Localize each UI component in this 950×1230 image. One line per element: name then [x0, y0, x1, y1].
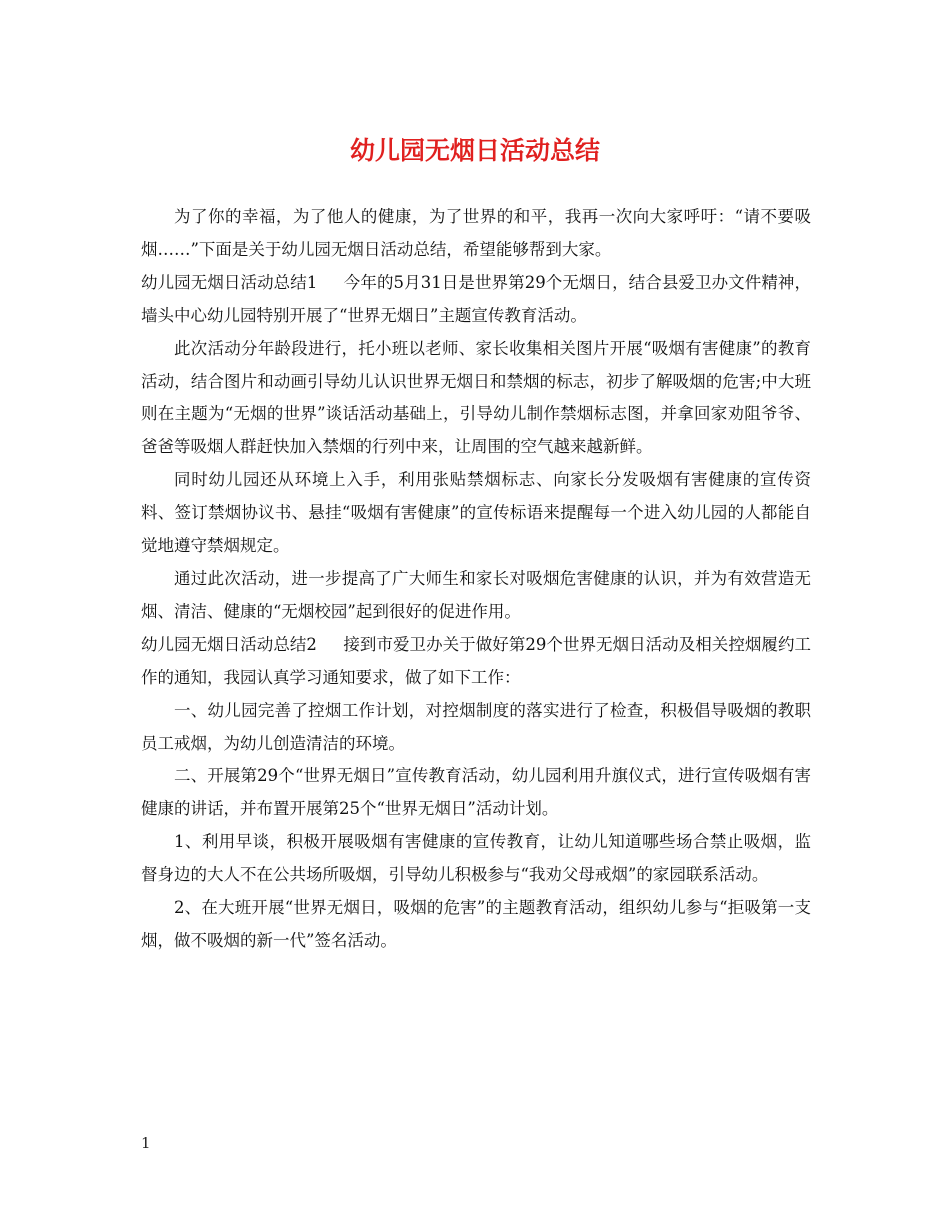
paragraph-text: 1、利用早谈，积极开展吸烟有害健康的宣传教育，让幼儿知道哪些场合禁止吸烟，监督身边的大人不在公共场所吸烟，引导幼儿积极参与“我劝父母戒烟”的家园联系活动。 [141, 832, 811, 885]
document-body [141, 201, 811, 958]
paragraph-intro [141, 201, 811, 267]
paragraph-text: 此次活动分年龄段进行，托小班以老师、家长收集相关图片开展“吸烟有害健康”的教育活动，结合图片和动画引导幼儿认识世界无烟日和禁烟的标志，初步了解吸烟的危害;中大班则在主题为“无烟的世界”谈话活动基础上，引导幼儿制作禁烟标志图，并拿回家劝阻爷爷、爸爸等吸烟人群赶快加入禁烟的行列中来，让周围的空气越来越新鲜。 [141, 338, 811, 457]
paragraph-result [141, 563, 811, 629]
paragraph-activity-details [141, 333, 811, 465]
paragraph-text: 一、幼儿园完善了控烟工作计划，对控烟制度的落实进行了检查，积极倡导吸烟的教职员工戒烟，为幼儿创造清洁的环境。 [141, 700, 811, 753]
section-label: 幼儿园无烟日活动总结2 [141, 634, 317, 654]
paragraph-text: 今年的5月31日是世界第29个无烟日，结合县爱卫办文件精神，墙头中心幼儿园特别开展了“世界无烟日”主题宣传教育活动。 [141, 272, 811, 325]
paragraph-text: 为了你的幸福，为了他人的健康，为了世界的和平，我再一次向大家呼吁：“请不要吸烟……”下面是关于幼儿园无烟日活动总结，希望能够帮到大家。 [141, 207, 811, 259]
paragraph-section-2 [141, 629, 811, 695]
paragraph-section-1 [141, 267, 811, 333]
document-title: 幼儿园无烟日活动总结 [349, 136, 600, 165]
paragraph-text: 通过此次活动，进一步提高了广大师生和家长对吸烟危害健康的认识，并为有效营造无烟、清洁、健康的“无烟校园”起到很好的促进作用。 [141, 568, 811, 621]
paragraph-text: 二、开展第29个“世界无烟日”宣传教育活动，幼儿园利用升旗仪式，进行宣传吸烟有害健康的讲话，并布置开展第25个“世界无烟日”活动计划。 [141, 766, 811, 819]
paragraph-item-two [141, 760, 811, 826]
paragraph-subitem-2 [141, 892, 811, 958]
section-label: 幼儿园无烟日活动总结1 [141, 272, 318, 292]
paragraph-item-one [141, 695, 811, 761]
paragraph-text: 同时幼儿园还从环境上入手，利用张贴禁烟标志、向家长分发吸烟有害健康的宣传资料、签订禁烟协议书、悬挂“吸烟有害健康”的宣传标语来提醒每一个进入幼儿园的人都能自觉地遵守禁烟规定。 [141, 470, 811, 556]
paragraph-environment [141, 464, 811, 563]
page-number: 1 [141, 1134, 151, 1152]
paragraph-text: 接到市爱卫办关于做好第29个世界无烟日活动及相关控烟履约工作的通知，我园认真学习通知要求，做了如下工作： [141, 634, 811, 687]
paragraph-text: 2、在大班开展“世界无烟日，吸烟的危害”的主题教育活动，组织幼儿参与“拒吸第一支烟，做不吸烟的新一代”签名活动。 [141, 898, 811, 950]
paragraph-subitem-1 [141, 826, 811, 892]
